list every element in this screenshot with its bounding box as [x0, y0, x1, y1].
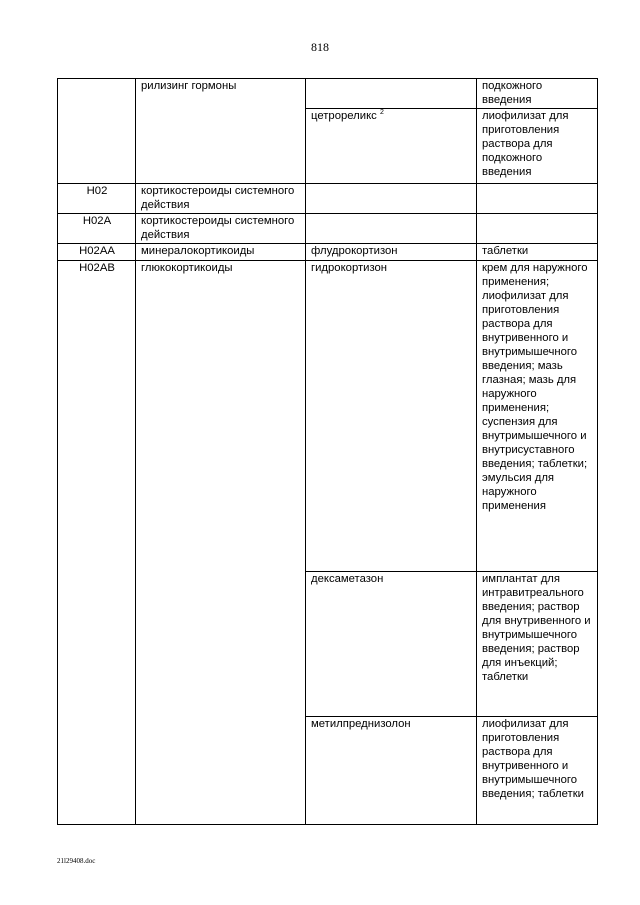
group-cell: кортикостероиды системного действия [136, 184, 306, 214]
drug-cell [306, 79, 477, 109]
drug-cell [306, 109, 477, 184]
dosage-form-cell [477, 184, 598, 214]
dosage-form-cell: лиофилизат для приготовления раствора для внутривенного и внутримышечного введения; таблетки [477, 717, 598, 825]
dosage-form-cell: лиофилизат для приготовления раствора для подкожного введения [477, 109, 598, 184]
group-cell: рилизинг гормоны [136, 79, 306, 184]
table-row [58, 214, 598, 244]
drug-cell [306, 214, 477, 244]
table-row [58, 261, 598, 572]
group-cell: кортикостероиды системного действия [136, 214, 306, 244]
drug-cell: метилпреднизолон [306, 717, 477, 825]
dosage-form-cell: подкожного введения [477, 79, 598, 109]
page-number: 818 [311, 40, 329, 54]
table-row [58, 79, 598, 109]
document-filename: 21l29408.doc [57, 857, 96, 865]
table-row [58, 184, 598, 214]
dosage-form-cell: крем для наружного применения; лиофилизат для приготовления раствора для внутривенного и внутримышечного введения; мазь глазная; мазь для наружного применения; суспензия для внутримышечного и внутрисуставного введения; таблетки; эмульсия для наружного применения [477, 261, 598, 572]
drug-cell: дексаметазон [306, 572, 477, 717]
footnote-mark: 2 [379, 109, 384, 116]
dosage-form-cell: имплантат для интравитреального введения; раствор для внутривенного и внутримышечного введения; раствор для инъекций; таблетки [477, 572, 598, 717]
drug-cell: флудрокортизон [306, 244, 477, 261]
group-cell: глюкокортикоиды [136, 261, 306, 825]
drug-name: цетрореликс [311, 110, 377, 122]
dosage-form-cell: таблетки [477, 244, 598, 261]
atc-code-cell: H02AA [58, 244, 136, 261]
dosage-form-cell [477, 214, 598, 244]
drug-cell: гидрокортизон [306, 261, 477, 572]
drug-cell [306, 184, 477, 214]
atc-code-cell [58, 79, 136, 184]
drug-table [57, 78, 598, 825]
atc-code-cell: H02 [58, 184, 136, 214]
group-cell: минералокортикоиды [136, 244, 306, 261]
table-row [58, 244, 598, 261]
atc-code-cell: H02A [58, 214, 136, 244]
atc-code-cell: H02AB [58, 261, 136, 825]
